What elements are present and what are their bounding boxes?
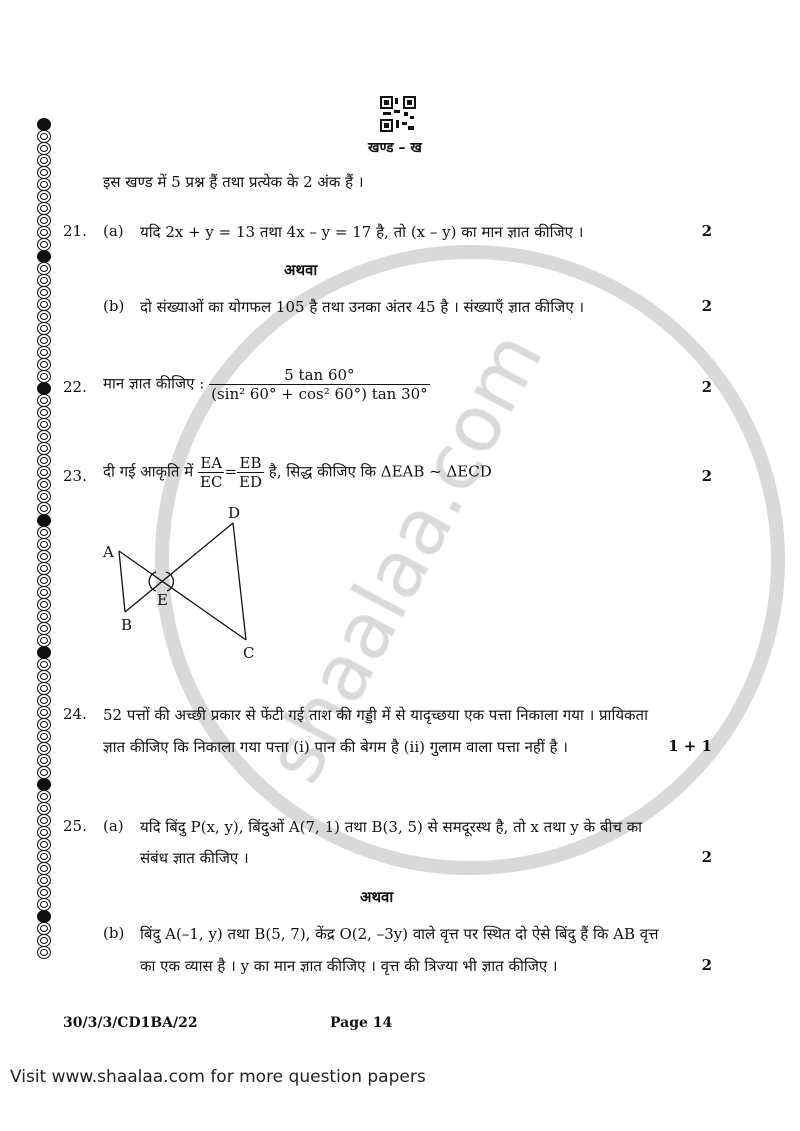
equals: = xyxy=(224,462,238,481)
q25a-line1: यदि बिंदु P(x, y), बिंदुओं A(7, 1) तथा B(3, 5) से समदूरस्थ है, तो x तथा y के बीच का xyxy=(140,818,643,836)
q23-statement xyxy=(103,454,492,491)
qr-code-icon xyxy=(380,96,416,132)
q21b-marks: 2 xyxy=(701,297,712,315)
paper-code: 30/3/3/CD1BA/22 xyxy=(63,1015,198,1031)
q25a-marks: 2 xyxy=(701,848,712,866)
frac-num: EA xyxy=(198,454,224,473)
q21b-label: (b) xyxy=(103,297,125,315)
q23-number: 23. xyxy=(63,467,87,485)
q22-expression xyxy=(103,366,430,403)
q22-fraction xyxy=(209,366,430,403)
q23-text-pre: दी गई आकृति में xyxy=(103,462,194,481)
label-b: B xyxy=(121,616,133,634)
visit-link[interactable]: Visit www.shaalaa.com for more question papers xyxy=(10,1067,426,1087)
q21b-text: दो संख्याओं का योगफल 105 है तथा उनका अंतर 45 है । संख्याएँ ज्ञात कीजिए । xyxy=(140,298,585,316)
page-number: Page 14 xyxy=(330,1015,393,1031)
frac-den: EC xyxy=(200,473,223,491)
q21a-marks: 2 xyxy=(701,222,712,240)
q22-text: मान ज्ञात कीजिए : xyxy=(103,374,205,393)
q25b-marks: 2 xyxy=(701,956,712,974)
q23-text-post: है, सिद्ध कीजिए कि ΔEAB ~ ΔECD xyxy=(268,462,492,481)
label-e: E xyxy=(157,591,168,609)
q23-figure xyxy=(95,500,275,670)
q21-number: 21. xyxy=(63,222,87,240)
q25b-line1: बिंदु A(–1, y) तथा B(5, 7), केंद्र O(2, –3y) वाले वृत्त पर स्थित दो ऐसे बिंदु हैं कि AB वृत्त xyxy=(140,925,659,943)
q24-line2: ज्ञात कीजिए कि निकाला गया पत्ता (i) पान की बेगम है (ii) गुलाम वाला पत्ता नहीं है । xyxy=(103,738,568,756)
q25a-label: (a) xyxy=(103,817,124,835)
frac-den: ED xyxy=(239,473,263,491)
q21-or: अथवा xyxy=(284,261,318,279)
q24-line1: 52 पत्तों की अच्छी प्रकार से फेंटी गई ताश की गड्डी में से यादृच्छया एक पत्ता निकाला गया । प्रायिकता xyxy=(103,706,648,724)
q22-number: 22. xyxy=(63,378,87,396)
q22-denominator: (sin² 60° + cos² 60°) tan 30° xyxy=(211,385,428,403)
q25b-line2: का एक व्यास है । y का मान ज्ञात कीजिए । वृत्त की त्रिज्या भी ज्ञात कीजिए । xyxy=(140,957,558,975)
section-title: खण्ड – ख xyxy=(368,140,422,156)
border-ring xyxy=(37,946,51,959)
label-d: D xyxy=(228,504,241,522)
page-border-rings xyxy=(37,118,57,958)
q24-marks: 1 + 1 xyxy=(668,737,712,755)
q25b-label: (b) xyxy=(103,924,125,942)
q23-fraction-2 xyxy=(237,454,264,491)
section-intro: इस खण्ड में 5 प्रश्न हैं तथा प्रत्येक के 2 अंक हैं । xyxy=(103,173,364,191)
q22-numerator: 5 tan 60° xyxy=(209,366,430,385)
q23-marks: 2 xyxy=(701,467,712,485)
label-c: C xyxy=(243,644,255,662)
q24-number: 24. xyxy=(63,705,87,723)
frac-num: EB xyxy=(237,454,264,473)
q21a-text: यदि 2x + y = 13 तथा 4x – y = 17 है, तो (x – y) का मान ज्ञात कीजिए । xyxy=(140,223,584,241)
q25a-line2: संबंध ज्ञात कीजिए । xyxy=(140,849,249,867)
q21a-label: (a) xyxy=(103,222,124,240)
q23-fraction-1 xyxy=(198,454,224,491)
q22-marks: 2 xyxy=(701,378,712,396)
label-a: A xyxy=(103,543,114,561)
q25-number: 25. xyxy=(63,817,87,835)
q25-or: अथवा xyxy=(360,888,394,906)
